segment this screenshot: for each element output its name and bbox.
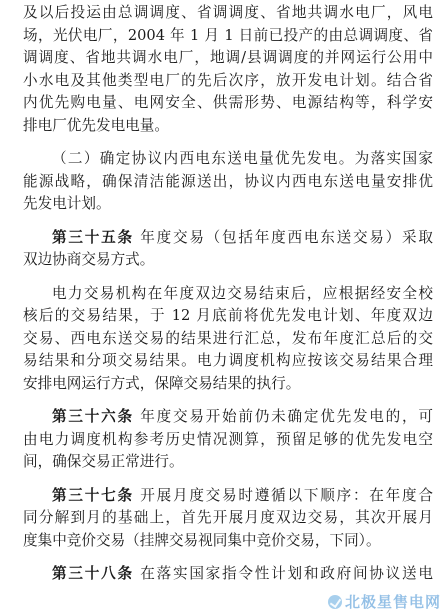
text-line: 交易、西电东送交易的结果进行汇总，发布年度汇总后的交 — [23, 329, 433, 347]
article-text: 在落实国家指令性计划和政府间协议送电 — [140, 565, 433, 582]
article-number: 第三十六条 — [52, 408, 134, 425]
article-text: 开展月度交易时遵循以下顺序：在年度合 — [140, 486, 433, 504]
text-line: 间，确保交易正常进行。 — [23, 453, 184, 470]
text-line: 能源战略，确保清洁能源送出，协议内西电东送电量安排优 — [23, 172, 433, 190]
text-line: 内优先购电量、电网安全、供需形势、电源结构等，科学安 — [23, 94, 433, 111]
watermark-logo-icon — [328, 595, 342, 609]
text-line: 场，光伏电厂，2004 年 1 月 1 日前已投产的由总调调度、省 — [23, 26, 433, 44]
watermark-text: 北极星售电网 — [344, 593, 441, 611]
text-line: 先发电计划。 — [23, 195, 111, 212]
text-line: 安排电网运行方式，保障交易结果的执行。 — [23, 374, 301, 392]
text-line: 排电厂优先发电电量。 — [23, 116, 169, 134]
text-line: 核后的交易结果，于 12 月底前将优先发电计划、年度双边 — [23, 307, 433, 324]
text-line: 电力交易机构在年度双边交易结束后，应根据经安全校 — [52, 284, 433, 302]
text-line: 易结果和分项交易结果。电力调度机构应按该交易结果合理 — [23, 352, 433, 369]
paragraph-west-east-transmission — [23, 148, 433, 216]
text-line — [23, 485, 433, 508]
article-number: 第三十五条 — [52, 228, 134, 246]
text-line: 度集中竞价交易（挂牌交易视同集中竞价交易，下同）。 — [23, 531, 381, 549]
text-line: 由电力调度机构参考历史情况测算，预留足够的优先发电空 — [23, 430, 433, 448]
paragraph-trading-results — [23, 283, 433, 396]
text-line: 小水电及其他类型电厂的先后次序，放开发电计划。结合省 — [23, 71, 433, 89]
article-35 — [23, 227, 433, 272]
article-text: 年度交易（包括年度西电东送交易）采取 — [140, 228, 433, 246]
article-number: 第三十八条 — [52, 565, 134, 582]
text-line: 双边协商交易方式。 — [23, 251, 155, 268]
text-line: （二）确定协议内西电东送电量优先发电。为落实国家 — [52, 150, 433, 167]
text-line — [23, 227, 433, 250]
article-37 — [23, 485, 433, 553]
article-36 — [23, 406, 433, 474]
text-line — [23, 406, 433, 429]
site-watermark — [328, 591, 441, 612]
text-line — [23, 563, 433, 586]
article-text: 年度交易开始前仍未确定优先发电的，可 — [140, 408, 433, 425]
text-line: 及以后投运由总调调度、省调调度、省地共调水电厂，风电 — [23, 4, 433, 21]
article-number: 第三十七条 — [52, 486, 134, 504]
article-38 — [23, 563, 433, 586]
text-line: 同分解到月的基础上，首先开展月度双边交易，其次开展月 — [23, 509, 433, 526]
text-line: 调调度、省地共调水电厂，地调/县调调度的并网运行公用中 — [23, 49, 433, 66]
paragraph-plan-order — [23, 2, 433, 137]
